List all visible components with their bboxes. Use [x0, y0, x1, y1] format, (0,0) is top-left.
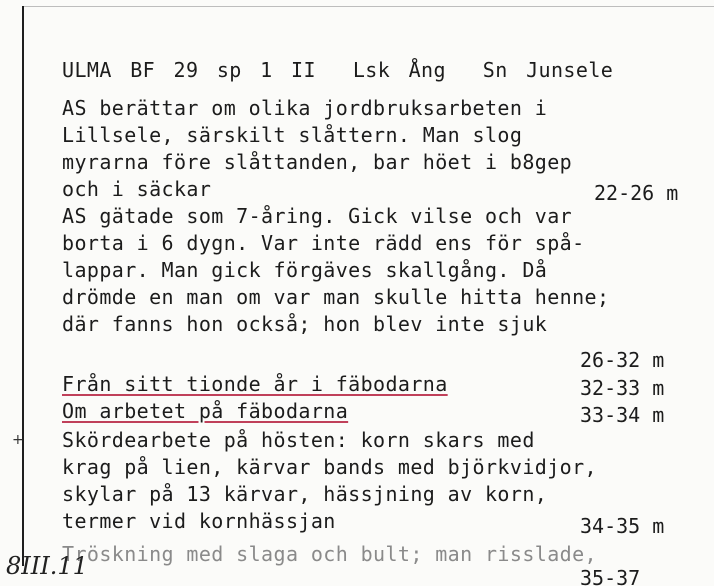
entry-line: där fanns hon också; hon blev inte sjuk — [62, 312, 548, 336]
time-reference: 34-35 m — [580, 514, 665, 538]
entry-line: lappar. Man gick förgäves skallgång. Då — [62, 258, 548, 282]
entry-line: drömde en man om var man skulle hitta henne; — [62, 285, 610, 309]
card-top-edge — [22, 6, 714, 7]
handwritten-note: 8III.11 — [6, 552, 88, 580]
entry-line: Om arbetet på fäbodarna — [62, 399, 349, 423]
time-reference: 26-32 m — [580, 348, 665, 372]
time-reference: 22-26 m — [594, 181, 679, 205]
entry-line: myrarna före slåttanden, bar höet i b8gep — [62, 150, 573, 174]
margin-mark: + — [12, 432, 24, 448]
entry-line: AS gätade som 7-åring. Gick vilse och var — [62, 204, 573, 228]
entry-line: Lillsele, särskilt slåttern. Man slog — [62, 123, 523, 147]
card-left-edge — [22, 6, 24, 566]
entry-line: termer vid kornhässjan — [62, 509, 336, 533]
entry-line: Tröskning med slaga och bult; man risslade, — [62, 542, 597, 566]
entry-line: och i säckar — [62, 177, 212, 201]
entry-line: skylar på 13 kärvar, hässjning av korn, — [62, 482, 548, 506]
time-reference: 32-33 m — [580, 376, 665, 400]
entry-line: AS berättar om olika jordbruksarbeten i — [62, 96, 548, 120]
entry-line: Från sitt tionde år i fäbodarna — [62, 372, 448, 396]
entry-line: krag på lien, kärvar bands med björkvidjor, — [62, 455, 597, 479]
entry-line: Skördearbete på hösten: korn skars med — [62, 428, 535, 452]
time-reference: 33-34 m — [580, 403, 665, 427]
entry-line: borta i 6 dygn. Var inte rädd ens för spå- — [62, 231, 585, 255]
card-header: ULMA BF 29 sp 1 II Lsk Ång Sn Junsele — [62, 58, 614, 82]
time-reference: 35-37 — [580, 566, 641, 586]
